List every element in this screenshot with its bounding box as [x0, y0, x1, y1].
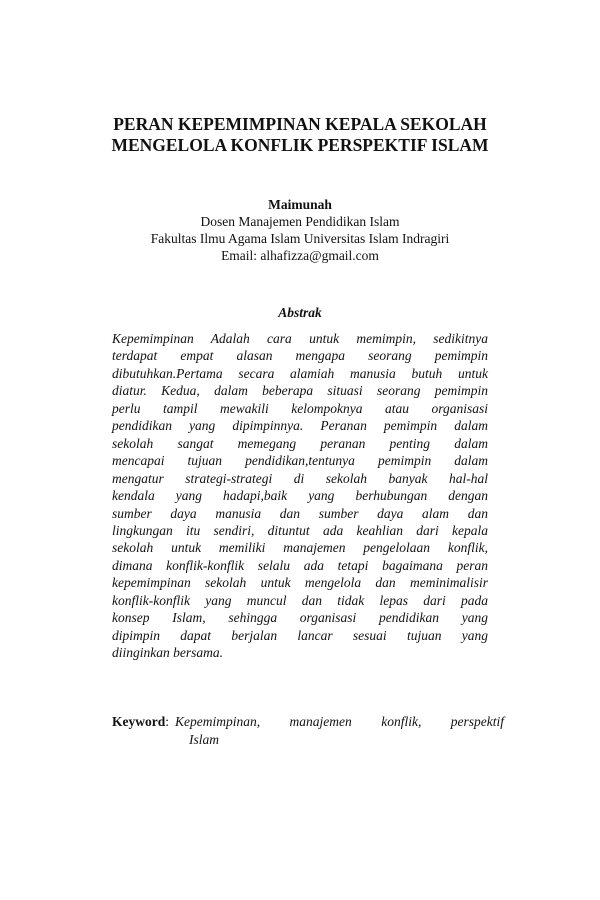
abstract-line: terdapat empat alasan mengapa seorang pemimpin	[112, 348, 488, 364]
author-name: Maimunah	[268, 197, 332, 212]
keyword-values-line-1: Kepemimpinan, manajemen konflik, perspektif	[175, 714, 504, 729]
abstract-line: mencapai tujuan pendidikan,tentunya pemimpin dalam	[112, 453, 488, 469]
author-affiliation: Fakultas Ilmu Agama Islam Universitas Islam Indragiri	[150, 231, 450, 246]
title-line-2: MENGELOLA KONFLIK PERSPEKTIF ISLAM	[111, 135, 489, 155]
keyword-block	[112, 713, 504, 748]
keyword-label: Keyword	[112, 714, 166, 729]
author-position: Dosen Manajemen Pendidikan Islam	[200, 214, 400, 229]
abstract-heading: Abstrak	[278, 305, 322, 320]
abstract-line: konsep Islam, sehingga organisasi pendidikan yang	[112, 610, 488, 626]
abstract-line: dipimpin dapat berjalan lancar sesuai tujuan yang	[112, 627, 488, 643]
abstract-line: diatur. Kedua, dalam beberapa situasi seorang pemimpin	[112, 383, 488, 399]
abstract-body	[112, 330, 488, 662]
abstract-line: kepemimpinan sekolah untuk mengelola dan meminimalisir	[112, 575, 488, 591]
author-block	[60, 196, 540, 264]
abstract-line: sekolah sangat memegang peranan penting dalam	[112, 435, 488, 451]
abstract-line: dibutuhkan.Pertama secara alamiah manusia butuh untuk	[112, 365, 488, 381]
title-line-1: PERAN KEPEMIMPINAN KEPALA SEKOLAH	[113, 114, 487, 134]
paper-title	[60, 114, 540, 156]
abstract-line: pendidikan yang dipimpinnya. Peranan pemimpin dalam	[112, 418, 488, 434]
abstract-line: Kepemimpinan Adalah cara untuk memimpin, sedikitnya	[112, 331, 488, 346]
abstract-line: lingkungan itu sendiri, dituntut ada keahlian dari kepala	[112, 522, 488, 538]
keyword-values-line-2: Islam	[189, 731, 219, 747]
abstract-line: konflik-konflik yang muncul dan tidak lepas dari pada	[112, 592, 488, 608]
abstract-line: sekolah untuk memiliki manajemen pengelolaan konflik,	[112, 540, 488, 556]
abstract-line: sumber daya manusia dan sumber daya alam dan	[112, 505, 488, 521]
author-email: Email: alhafizza@gmail.com	[221, 248, 379, 263]
abstract-line: mengatur strategi-strategi di sekolah banyak hal-hal	[112, 470, 488, 486]
keyword-colon: :	[165, 714, 170, 729]
abstract-line: kendala yang hadapi,baik yang berhubungan dengan	[112, 488, 488, 504]
abstract-line-last: diinginkan bersama.	[112, 645, 223, 661]
abstract-line: dimana konflik-konflik selalu ada tetapi bagaimana peran	[112, 557, 488, 573]
abstract-line: perlu tampil mewakili kelompoknya atau organisasi	[112, 400, 488, 416]
